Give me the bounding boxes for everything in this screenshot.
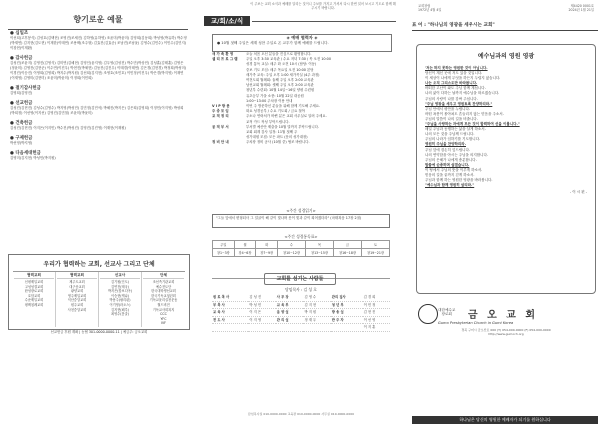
news-item-value: 주소나 연락처가 바뀐 분은 교회 사무실로 알려 주세요. [246, 114, 327, 119]
mission-item: 수준제일교회 [24, 298, 44, 303]
poem-line: 나는 오직 그리스도만 바라봅니다. [425, 81, 478, 86]
mission-item: 이기영(라오스) [109, 302, 131, 307]
mission-title: 우리가 협력하는 교회, 선교사 그리고 단체 [43, 261, 155, 268]
mission-item: 익산중앙교회 [67, 298, 87, 303]
poem-line: 믿음의 길을 끝까지 걷게 하소서. [425, 172, 475, 177]
poem-line: 어떠한 고난이 와도 주님 함께 계십니다. [425, 86, 486, 91]
reading-day: 월 [234, 241, 256, 249]
reading-plan: 창7~9장 [256, 249, 278, 257]
reading-day: 화 [256, 241, 278, 249]
theme-divider [412, 30, 598, 31]
news-item-key: 공 적 부 서 [212, 124, 229, 129]
founding-date: 1972년 4월 4일 [418, 8, 442, 13]
left-panel [0, 0, 196, 424]
staff-row [212, 316, 390, 324]
poem-box [416, 44, 596, 294]
staff-role: 교 육 부 [276, 302, 289, 307]
offering-section-heading: ● 선교헌금 [10, 101, 33, 106]
mission-column [56, 272, 99, 327]
poem-author: - 이 시 편 - [569, 190, 587, 195]
news-item-value: 유초등부 가을 소풍: 10월 22일 대공원 [246, 93, 304, 98]
staff-role: 음 향 실 [276, 310, 289, 315]
news-item-value: 중보 기도 모임: 매주 목요일 오전 10:00 본당 [246, 67, 314, 72]
mission-item: 기독교사회복지 [152, 307, 175, 312]
mission-column [99, 272, 142, 327]
contact-footer: 담임목사실 010-0000-0000 교육관 010-0000-0000 사무실 010-0000-0000 [247, 412, 355, 416]
poem-line: 주님의 나라가 임하기를 기도합니다. [425, 137, 481, 142]
notice-text: ● 10월 첫째 주일은 세계 성찬 주일로 온 교우가 함께 예배를 드립니다. [217, 41, 329, 45]
top-note: 이 주보는 교회 소식과 예배를 알리는 것이니 주보를 가지고 가셔서 다시 한번 읽어 보시고 기도로 함께 해 주시기 바랍니다. [250, 2, 396, 11]
offering-section [10, 55, 188, 81]
news-item-value: 이번 주 방문하신 분들을 위해 함께 기도해 주세요. [246, 104, 321, 109]
right-panel [404, 0, 600, 424]
news-item-value: 여전도회 월례회: 둘째 주일 오후 2:00 교육관 [246, 78, 314, 83]
mission-item: 김기원(인도) [111, 280, 129, 284]
middle-panel [200, 0, 400, 424]
poem-body [417, 60, 595, 188]
staff-row [212, 301, 390, 309]
offering-section [10, 30, 188, 51]
reading-table [212, 240, 390, 257]
mission-item: 이승현(케냐) [111, 293, 129, 298]
mission-item: 박용주(필리핀) [109, 298, 131, 303]
news-header-title: 교/회/소/식 [204, 16, 250, 26]
offering-section-heading: ● 감사헌금 [10, 56, 33, 61]
staff-role: 관리 집사 [331, 295, 346, 299]
mission-item: 기독교윤리실천운동 [149, 298, 178, 303]
news-item-value: 화요 성경공부 / 수요 기도회 / 금요 철야 [246, 109, 305, 114]
notice-box [212, 34, 392, 52]
poem-line: 말씀에 순종하며 살겠습니다. [425, 162, 470, 167]
offering-section [10, 150, 188, 161]
staff-role [331, 324, 363, 332]
mission-column-head: 협력교회 [14, 273, 54, 279]
denomination-line: 대한예수교 [438, 308, 456, 312]
offering-section [10, 100, 188, 116]
poem-line: "주님 영광을 세우고 영원토록 찬양하리라." [425, 101, 493, 106]
staff-row [212, 309, 390, 317]
mission-item: 영주제일교회 [67, 293, 87, 298]
poem-line: 주님의 은혜가 나에게 충분합니다. [425, 157, 477, 162]
news-item-value: 성경 통독 교실: 매주 화 오전 10시 (담당: 이동) [246, 62, 317, 67]
mission-footer: 선교헌금 후원 계좌 | 농협 301-0000-0000-11 | 예금주: 금오교회 [50, 329, 148, 334]
mission-item: 광양교회 [70, 289, 84, 294]
staff-name [248, 324, 275, 332]
offering-section-body: 박선영(박지영) [10, 141, 33, 145]
news-item-value: 오늘 처음 오신 분들을 진심으로 환영합니다. [246, 52, 312, 56]
mission-item: 평택침례교회 [24, 302, 44, 307]
news-item-value: 교적 카드 작성 부탁드립니다. [246, 119, 290, 124]
staff-table [212, 294, 390, 332]
offering-section-heading: ● 십일조 [10, 31, 29, 36]
reading-day: 수 [277, 241, 305, 249]
reading-plan: 창4~6장 [234, 249, 256, 257]
mission-item: 한국기독교청년회 [151, 293, 176, 298]
staff-row [212, 294, 390, 301]
founding-info [418, 4, 441, 13]
staff-role: 원 로 목 사 [213, 295, 230, 299]
church-address-line: http://www.gumoch.org [488, 332, 524, 336]
poem-line: 어떤 폭풍이 몰아쳐도 흔들리지 않는 믿음을 주소서. [425, 111, 504, 116]
mission-item: 김지현(페루) [111, 307, 129, 312]
poem-line: 주님 앞에 겸손히 엎드립니다. [425, 147, 471, 152]
mission-item: 최영수(몽골) [111, 312, 129, 317]
church-logo-icon [418, 304, 438, 324]
poem-line: '저는 하지 못하는 영원한 것이 아닙니다. [425, 66, 488, 70]
reading-plan: 창19~21장 [361, 249, 389, 257]
offering-section-body: 김성진(조윤지) 김영진(김영식) 김미연(김혜현) 김영인(윤지영) 김우영(김성진) 박수민(박상민) 김성훈(김태훈) 김영은(정윤미) 김영진(김현준) 이수연(이진우) 박현진(박채현) 김동진(김진우) 이태경(이태연) 김은경(김현경) 박정희(박성미) 이경진(이승진) 이영희(김영희) 박지수(박지원) 김선희(김지현) 조영호(조민호) 이민정(이진우) 박은경(박지영) 이재연(이재영) 김영미(김현미) 조윤미(박윤미) 이정희(이민희) [10, 61, 187, 80]
staff-role [212, 324, 248, 332]
offering-section [10, 135, 188, 146]
news-item-value: 주일 오후 3:30 교육관 / 수요 저녁 7:30 / 목 오전 10:00 [246, 57, 331, 62]
poem-line: 당신이 계신 곳에 저도 있을 것입니다. [425, 71, 483, 76]
poem-line: 주님 안에서 평안을 누립니다. [425, 106, 471, 111]
mission-item: IVF [161, 321, 166, 326]
staff-name: 김 지 현 [304, 302, 317, 307]
mission-item: 대구문교회 [69, 284, 85, 289]
offering-section-heading: ● 다음세대헌금 [10, 151, 41, 156]
mission-column-head: 단체 [143, 273, 184, 279]
offering-section-heading: ● 구제헌금 [10, 136, 33, 141]
reading-plan: 창16~18장 [333, 249, 361, 257]
staff-role: 전 도 사 [213, 317, 225, 322]
church-address-line: 경북 구미시 금오산로 000 (T) 054-000-0000 (F) 054-000-0000 [461, 328, 551, 332]
news-header-line [252, 21, 396, 22]
poem-line: 나의 모든 것을 주님께 드립니다. [425, 132, 475, 137]
reading-day: 토 [361, 241, 389, 249]
mission-item: 월드비전 [157, 302, 170, 307]
mission-item: 박지은(캄보디아) [107, 289, 133, 294]
denomination-line: 장로회 [441, 312, 452, 317]
news-item-key: 셀 리 프 로 그 램 [212, 57, 238, 62]
news-item-value: 성가대원 모집: 모든 파트 (문의 성가대장) [246, 135, 308, 140]
news-item-value: 청년부 수련회: 10월 14일~16일 양평 수련원 [246, 88, 315, 93]
staff-name: 이 민 정 [363, 302, 376, 307]
poem-line: 나의 연약함을 아시는 주님을 의지합니다. [425, 152, 489, 157]
news-item-value: 교회 회계 감사 일정: 11월 첫째 주 [246, 130, 298, 135]
news-item-key: 새 가 족 환 영 [212, 52, 234, 56]
staff-name: 이 지 영 [249, 317, 262, 322]
poem-line: 주님의 사랑이 나를 감싸 주십니다. [425, 96, 478, 101]
poem-line: 주님과 함께 하는 영원한 영광을 바라봅니다. [425, 178, 493, 183]
staff-role: 부 목 사 [213, 302, 225, 307]
staff-name: 이 선 영 [363, 317, 376, 322]
church-signature [418, 304, 594, 338]
offering-section-body: 김성진(김현진) 이지은(이지민) 박수진(박성진) 김영진(김진영) 이재현(이재원) [10, 126, 126, 130]
offering-section [10, 120, 188, 131]
church-address [418, 328, 594, 336]
poem-line: 나의 삶이 다하는 날까지 예수님을 따르겠습니다. [425, 91, 500, 96]
reading-day: 금 [333, 241, 361, 249]
offering-title: 향기로운 예물 [73, 15, 123, 24]
staff-name: 김 현 진 [363, 310, 376, 315]
poem-line: 매일 주님과 동행하는 삶을 살게 하소서. [425, 127, 486, 132]
staff-role: 반 주 자 [331, 317, 344, 322]
staff-name: 김 성 진 [249, 295, 262, 299]
mission-item: 호암교회 [27, 293, 41, 298]
news-item-value: 1:00~13:00 주차장 이용 안내 [246, 98, 293, 103]
mission-column [142, 272, 185, 327]
reading-plan: 창13~15장 [305, 249, 333, 257]
news-item [212, 140, 390, 145]
bottom-slogan: 하나님은 당신의 영원한 예배자가 되기를 원하십니다 [412, 416, 598, 424]
issue-number: 제4420 0001호 [570, 4, 594, 8]
news-item-value: 주차장 정비 공사 (10월 중) 협조 바랍니다. [246, 140, 310, 145]
staff-name: 정 재 우 [304, 317, 317, 322]
church-english-name: Gumo Presbyterian Church in Gumi Korea [438, 321, 514, 325]
verse-box: "그들 앞에서 변형되사 그 얼굴이 해 같이 빛나며 옷이 빛과 같이 희어졌더라" (마태복음 17장 2절) [212, 214, 390, 228]
poem-line: 이 세상이 나에게 무엇을 하든지 두렵지 않습니다. [425, 76, 501, 81]
staff-name: 박 성 민 [249, 302, 262, 307]
mission-item: 제주도교회 [69, 280, 85, 284]
news-items [212, 52, 390, 146]
mission-box [8, 254, 190, 334]
mission-column-head: 협력교회 [57, 273, 97, 279]
staff-role: 교 육 사 [213, 310, 225, 315]
news-header [204, 16, 396, 26]
offering-section-heading: ● 절기감사헌금 [10, 86, 41, 91]
offering-section [10, 85, 188, 96]
notice-title: ◈ 예배 협력자 ◈ [286, 35, 318, 40]
mission-item: 김연진(태국) [111, 284, 129, 289]
mission-item: 탄성장로교회 [24, 289, 44, 294]
reading-plan-row [213, 249, 390, 257]
staff-name: 박 지 원 [304, 310, 317, 315]
mission-item: 한국대학생선교회 [151, 289, 176, 294]
offering-section-heading: ● 건축헌금 [10, 121, 33, 126]
staff-name [303, 324, 330, 332]
mission-column [13, 272, 56, 327]
poem-line: 영원히 주님을 찬양하리라. [425, 142, 466, 147]
offering-section-body: 김영희(김영진) [10, 91, 33, 95]
mission-item: YFC [160, 316, 167, 321]
poem-line: "예수님과 함께 영원히 살리라." [425, 183, 475, 188]
news-item-key: 정 비 안 내 [212, 140, 229, 145]
offering-list [10, 30, 188, 165]
poem-line: "주님을 사랑하는 자에게 모든 것이 합력하여 선을 이룹니다." [425, 122, 520, 127]
offering-section-body: 김성진(김현진) 김성수(김영수) 박지영(박성민) 김민정(김민석) 박혜진(박지은) 김은희(김영희) 이정민(이지영) 박성희(박희정) 이선영(이지선) 김영진(김민철) 조윤미(박윤미) [10, 106, 184, 115]
denomination [438, 308, 455, 317]
news-item-value: 부서별 예산안 제출을 10월 말까지 부탁드립니다. [246, 124, 320, 129]
staff-role: 관 리 실 [276, 317, 289, 322]
staff-role [276, 324, 304, 332]
offering-section-body: 이선희(고후봉식) 김성호(김택현) 조영진(조세진) 김하영(유하영) 조윤미(박윤미) 김영희(김동희) 박성영(박유하) 박수영(박재연) 김지현(김도현) 이재한(이태연) 조용택(조주형) 김효진(김효준) 조남진(조남윤) 김영수(김민수) 이민수(김민지) 이창현(이재환) [10, 36, 187, 50]
founding-label: 교회창립 [418, 4, 431, 8]
reading-heading: <주간 성경통독표> [284, 234, 318, 239]
poem-title: 예수님과의 영원 영광 [477, 53, 535, 60]
staff-name: 김 영 수 [304, 295, 317, 299]
poem-line: 주님의 말씀이 나의 길을 비춥니다. [425, 116, 478, 121]
mission-item: CCC [160, 312, 167, 317]
staff-role: 사 무 장 [276, 295, 289, 299]
theme-motto: 표 어 : "하나님의 영광을 세우시는 교회" [412, 23, 495, 28]
news-item-key: V I P 방 문 [212, 104, 230, 109]
reading-plan: 창1~3장 [213, 249, 235, 257]
mission-item: 예수전도단 [155, 284, 172, 289]
staff-role: 방 송 실 [331, 310, 344, 315]
offering-section-body: 김영미(김지현) 박성민(박지원) [10, 156, 56, 160]
news-item-key: 주 중 모 임 [212, 109, 229, 114]
staff-name: 김 경 희 [363, 295, 376, 299]
poem-line: 이 땅에서 주님의 뜻을 이루게 하소서. [425, 167, 483, 172]
mission-item: 원주교회 [70, 302, 84, 307]
issue-date: 2024년 1월 21일 [568, 8, 594, 13]
mission-item: 사천중앙교회 [67, 307, 87, 312]
mission-item: 신평제일교회 [24, 280, 44, 284]
reading-day: 목 [305, 241, 333, 249]
news-item-key: 교 적 정 리 [212, 114, 229, 119]
family-title: 교회를 섬기는 사람들 [264, 273, 336, 285]
mission-column-head: 선교사 [100, 273, 140, 279]
reading-plan: 창10~12장 [277, 249, 305, 257]
staff-role: 청 년 부 [331, 302, 344, 307]
senior-pastor: 담임목사 : 김 성 호 [285, 287, 317, 292]
news-item-value: 남선교회 월례회: 셋째 주일 오후 2:00 교육관 [246, 83, 314, 88]
reading-days-row [213, 241, 390, 249]
staff-name: 이 지 은 [249, 310, 262, 315]
church-name: 금 오 교 회 [468, 310, 539, 321]
reading-day: 주일 [213, 241, 235, 249]
mission-grid [13, 271, 185, 327]
issue-info [569, 4, 594, 13]
staff-row [212, 324, 390, 332]
news-item-value: 새가족 교육: 주일 오후 1:00 새가족실 (4주 과정) [246, 72, 320, 77]
mission-item: 조선족기관교회 [152, 280, 175, 284]
mission-item: 고성성결교회 [24, 284, 44, 289]
staff-name: 이 지 훈 [363, 325, 376, 330]
verse-heading: <주간 성경읽기> [286, 208, 316, 213]
